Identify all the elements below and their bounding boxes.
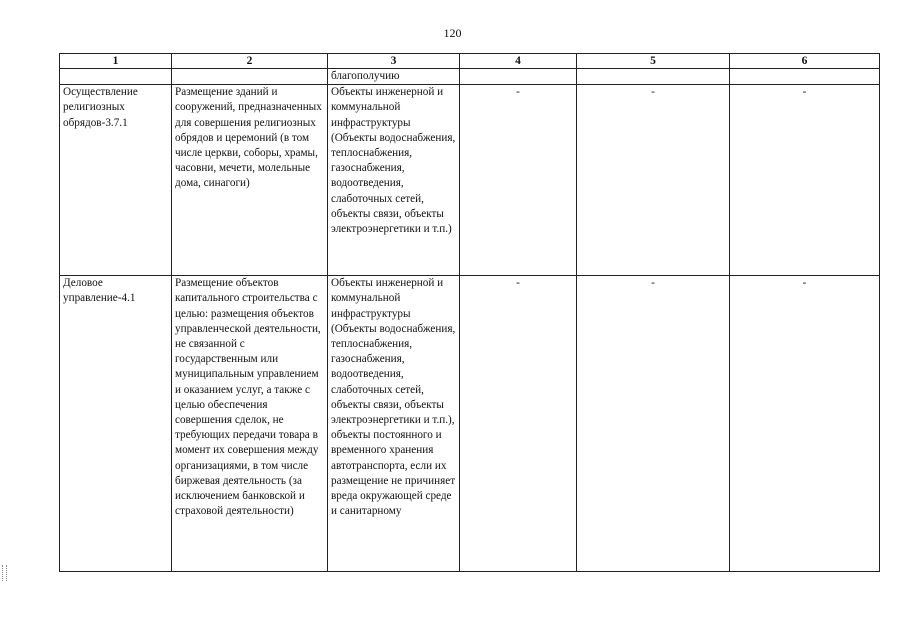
continuation-cell-6 (730, 69, 880, 85)
regulation-table (59, 53, 880, 572)
header-col-1: 1 (60, 54, 172, 69)
header-col-6: 6 (730, 54, 880, 69)
col5-cell: - (577, 85, 730, 276)
col6-cell: - (730, 276, 880, 572)
auxiliary-use-cell: Объекты инженерной и коммунальной инфраструктуры (Объекты водоснабжения, теплоснабжения, газоснабжения, водоотведения, слаботочных сетей, объекты связи, объекты электроэнергетики и т.п.) (328, 85, 460, 276)
continuation-cell-3: благополучию (328, 69, 460, 85)
continuation-row (60, 69, 880, 85)
description-cell: Размещение зданий и сооружений, предназначенных для совершения религиозных обрядов и церемоний (в том числе церкви, соборы, храмы, часовни, мечети, молельные дома, синагоги) (172, 85, 328, 276)
continuation-cell-4 (460, 69, 577, 85)
header-col-5: 5 (577, 54, 730, 69)
auxiliary-use-cell: Объекты инженерной и коммунальной инфраструктуры (Объекты водоснабжения, теплоснабжения, газоснабжения, водоотведения, слаботочных сетей, объекты связи, объекты электроэнергетики и т.п.), объекты постоянного и временного хранения автотранспорта, если их размещение не причиняет вреда окружающей среде и санитарному (328, 276, 460, 572)
col4-cell: - (460, 276, 577, 572)
table-row (60, 85, 880, 276)
use-type-cell: Деловое управление-4.1 (60, 276, 172, 572)
scan-edge-mark (2, 565, 7, 581)
col4-cell: - (460, 85, 577, 276)
continuation-cell-2 (172, 69, 328, 85)
continuation-cell-1 (60, 69, 172, 85)
page-number: 120 (443, 26, 462, 40)
col6-cell: - (730, 85, 880, 276)
header-col-2: 2 (172, 54, 328, 69)
description-cell: Размещение объектов капитального строительства с целью: размещения объектов управленческой деятельности, не связанной с государственным или муниципальным управлением и оказанием услуг, а также с целью обеспечения совершения сделок, не требующих передачи товара в момент их совершения между организациями, в том числе биржевая деятельность (за исключением банковской и страховой деятельности) (172, 276, 328, 572)
header-col-4: 4 (460, 54, 577, 69)
table-row (60, 276, 880, 572)
use-type-cell: Осуществление религиозных обрядов-3.7.1 (60, 85, 172, 276)
continuation-cell-5 (577, 69, 730, 85)
header-col-3: 3 (328, 54, 460, 69)
col5-cell: - (577, 276, 730, 572)
header-row (60, 54, 880, 69)
